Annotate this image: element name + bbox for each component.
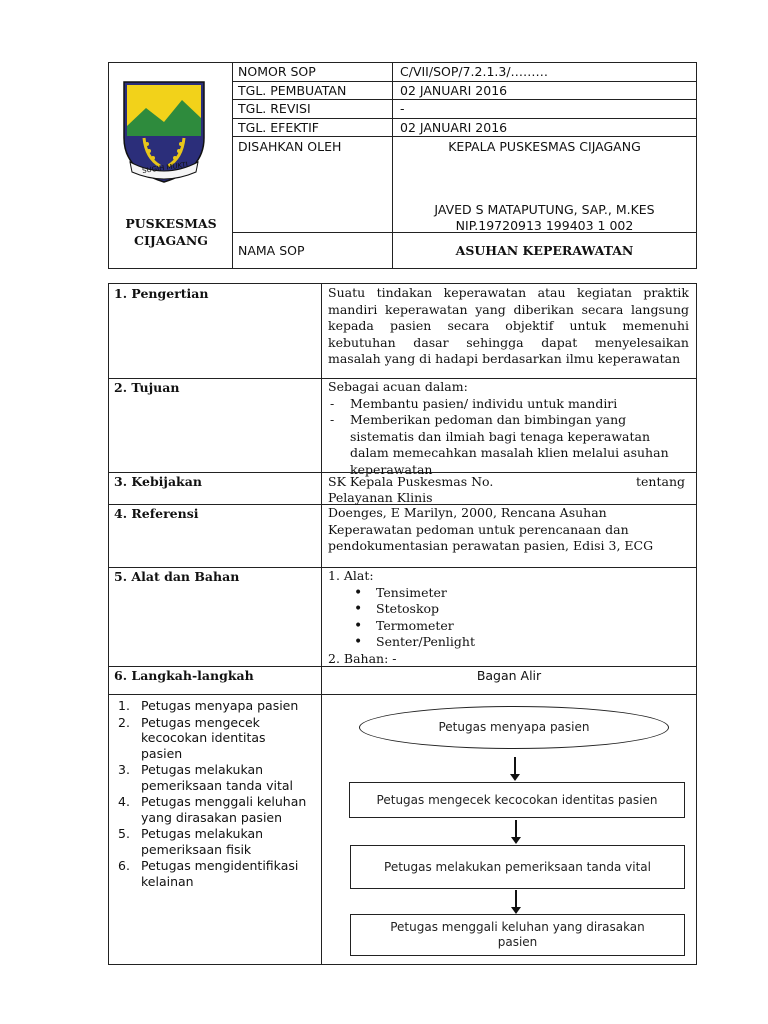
alat-content [328,568,689,667]
step-item: 2. Petugas mengecek kecocokan identitas pasien [118,714,266,761]
tujuan-item: - Membantu pasien/ individu untuk mandiri [328,396,689,413]
org-name-line1: PUSKESMAS [125,216,217,231]
alat-item: • Stetoskop [328,601,689,618]
alat-item: • Tensimeter [328,585,689,602]
value-tgl-revisi: - [400,101,405,116]
section-label-langkah: 6. Langkah-langkah [114,668,254,683]
approver-nip: NIP.19720913 199403 1 002 [455,218,634,233]
approver-title: KEPALA PUSKESMAS CIJAGANG [448,139,641,154]
logo-motto: SUGIH MUKTI [141,160,189,176]
kebijakan-text-line2: Pelayanan Klinis [328,490,433,505]
bahan-label: 2. Bahan: - [328,650,397,666]
label-tgl-pembuatan: TGL. PEMBUATAN [238,83,347,98]
org-name-line2: CIJAGANG [134,233,208,248]
label-tgl-efektif: TGL. EFEKTIF [238,120,319,135]
org-name [110,215,232,249]
alat-list [328,585,689,651]
steps-list [110,698,310,890]
sop-title: ASUHAN KEPERAWATAN [455,243,634,258]
section-label-tujuan: 2. Tujuan [114,380,180,395]
flow-title: Bagan Alir [476,668,542,683]
label-tgl-revisi: TGL. REVISI [238,101,311,116]
label-disahkan-oleh: DISAHKAN OLEH [238,139,342,154]
section-label-kebijakan: 3. Kebijakan [114,474,202,489]
approver-name: JAVED S MATAPUTUNG, SAP., M.KES [434,202,655,217]
flow-arrow [515,890,517,908]
label-nomor-sop: NOMOR SOP [238,64,316,79]
flow-arrow [514,757,516,775]
flow-step-box: Petugas melakukan pemeriksaan tanda vital [350,845,685,889]
value-tgl-efektif: 02 JANUARI 2016 [400,120,508,135]
section-label-referensi: 4. Referensi [114,506,199,521]
alat-label: 1. Alat: [328,568,374,583]
flow-start-ellipse: Petugas menyapa pasien [359,706,669,749]
alat-item: • Senter/Penlight [328,634,689,651]
referensi-text: Doenges, E Marilyn, 2000, Rencana Asuhan Keperawatan pedoman untuk perencanaan dan pendokumentasian perawatan pasien, Edisi 3, ECG [328,505,654,553]
flow-arrow [515,820,517,838]
tujuan-intro: Sebagai acuan dalam: [328,379,468,394]
tujuan-list [328,396,689,479]
puskesmas-logo [116,78,212,184]
flow-step-box: Petugas menggali keluhan yang dirasakan pasien [350,914,685,956]
pengertian-text: Suatu tindakan keperawatan atau kegiatan praktik mandiri keperawatan yang diberikan secara langsung kepada pasien secara objektif untuk memenuhi kebutuhan dasar sehingga dapat menyelesaikan masalah yang di hadapi berdasarkan ilmu keperawatan [328,285,689,366]
step-item: 1. Petugas menyapa pasien [118,698,299,713]
section-label-alat: 5. Alat dan Bahan [114,569,240,584]
step-item: 3. Petugas melakukan pemeriksaan tanda vital [118,762,294,793]
step-item: 6. Petugas mengidentifikasi kelainan [118,858,299,889]
step-item: 4. Petugas menggali keluhan yang dirasakan pasien [118,794,307,825]
tujuan-content [328,379,689,478]
flow-step-box: Petugas mengecek kecocokan identitas pasien [349,782,685,818]
value-nomor-sop: C/VII/SOP/7.2.1.3/……… [400,64,549,79]
alat-item: • Termometer [328,618,689,635]
value-tgl-pembuatan: 02 JANUARI 2016 [400,83,508,98]
label-nama-sop: NAMA SOP [238,243,305,258]
kebijakan-text-left: SK Kepala Puskesmas No. [328,474,494,489]
step-item: 5. Petugas melakukan pemeriksaan fisik [118,826,264,857]
section-label-pengertian: 1. Pengertian [114,286,209,301]
kebijakan-text-right: tentang [636,474,685,489]
tujuan-item: - Memberikan pedoman dan bimbingan yang sistematis dan ilmiah bagi tenaga keperawatan dalam memecahkan masalah klien melalui asuhan keperawatan [328,412,689,478]
